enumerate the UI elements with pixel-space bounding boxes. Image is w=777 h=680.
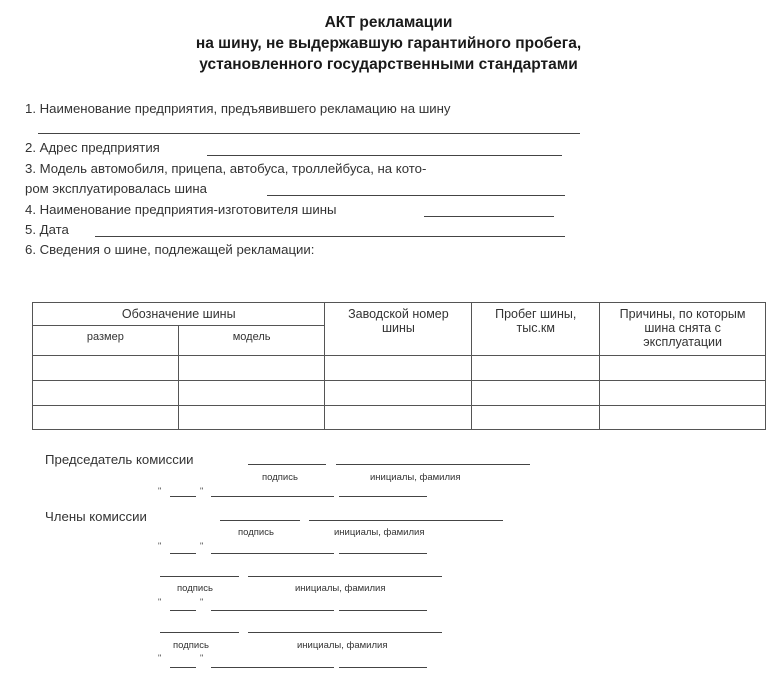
header-serial-number: Заводской номер шины [325,303,472,356]
chairman-date-day-line[interactable] [170,496,196,497]
cell-removal-reason[interactable] [600,381,766,406]
member-2-date-month-line[interactable] [211,610,334,611]
cell-serial-number[interactable] [325,356,472,381]
chairman-label: Председатель комиссии [45,452,194,467]
member-3-signature-line[interactable] [160,632,239,633]
chairman-signature-line[interactable] [248,464,326,465]
member-1-date-day-line[interactable] [170,553,196,554]
table-row [33,406,766,430]
table-row [33,381,766,406]
cell-size[interactable] [33,406,179,430]
member-3-date-day-line[interactable] [170,667,196,668]
cell-mileage[interactable] [472,356,600,381]
field-4-input-line[interactable] [424,216,554,217]
field-2-label: 2. Адрес предприятия [25,140,160,155]
member-1-date-year-line[interactable] [339,553,427,554]
member-3-date-quote-open: " [158,653,162,663]
member-3-name-caption: инициалы, фамилия [297,640,388,651]
cell-serial-number[interactable] [325,406,472,430]
chairman-date-quote-open: " [158,486,162,496]
cell-size[interactable] [33,381,179,406]
chairman-date-year-line[interactable] [339,496,427,497]
member-2-name-line[interactable] [248,576,442,577]
member-2-date-year-line[interactable] [339,610,427,611]
header-mileage: Пробег шины, тыс.км [472,303,600,356]
field-1-input-line[interactable] [38,133,580,134]
act-subtitle-line2: установленного государственными стандартами [199,56,578,73]
member-3-date-year-line[interactable] [339,667,427,668]
cell-serial-number[interactable] [325,381,472,406]
cell-removal-reason[interactable] [600,406,766,430]
member-3-date-quote-close: " [200,653,204,663]
table-row [33,356,766,381]
field-4-label: 4. Наименование предприятия-изготовителя шины [25,202,337,217]
cell-mileage[interactable] [472,381,600,406]
header-model: модель [178,326,325,356]
member-2-signature-caption: подпись [177,583,213,594]
member-1-date-quote-open: " [158,541,162,551]
table-header-row-1 [33,303,766,326]
member-2-date-quote-open: " [158,597,162,607]
member-3-signature-caption: подпись [173,640,209,651]
field-1-label: 1. Наименование предприятия, предъявившего рекламацию на шину [25,101,451,116]
chairman-signature-caption: подпись [262,472,298,483]
chairman-date-month-line[interactable] [211,496,334,497]
cell-removal-reason[interactable] [600,356,766,381]
member-1-signature-caption: подпись [238,527,274,538]
member-1-signature-line[interactable] [220,520,300,521]
member-1-date-quote-close: " [200,541,204,551]
field-6-label: 6. Сведения о шине, подлежащей рекламации: [25,242,315,257]
cell-model[interactable] [178,406,325,430]
act-subtitle-line1: на шину, не выдержавшую гарантийного пробега, [195,35,582,52]
chairman-name-line[interactable] [336,464,530,465]
cell-model[interactable] [178,381,325,406]
header-removal-reasons: Причины, по которым шина снята с эксплуатации [600,303,766,356]
field-3-label-cont: ром эксплуатировалась шина [25,181,207,196]
cell-mileage[interactable] [472,406,600,430]
field-3-label: 3. Модель автомобиля, прицепа, автобуса, троллейбуса, на кото- [25,161,427,176]
member-1-date-month-line[interactable] [211,553,334,554]
members-label: Члены комиссии [45,509,147,524]
member-2-date-quote-close: " [200,597,204,607]
chairman-date-quote-close: " [200,486,204,496]
member-1-name-caption: инициалы, фамилия [334,527,425,538]
member-3-name-line[interactable] [248,632,442,633]
act-title: АКТ рекламации [324,14,453,31]
field-5-input-line[interactable] [95,236,565,237]
field-2-input-line[interactable] [207,155,562,156]
field-5-label: 5. Дата [25,222,69,237]
member-3-date-month-line[interactable] [211,667,334,668]
member-1-name-line[interactable] [309,520,503,521]
member-2-date-day-line[interactable] [170,610,196,611]
field-3-input-line[interactable] [267,195,565,196]
member-2-name-caption: инициалы, фамилия [295,583,386,594]
header-size: размер [33,326,179,356]
chairman-name-caption: инициалы, фамилия [370,472,461,483]
tyre-info-table [32,302,766,430]
cell-model[interactable] [178,356,325,381]
cell-size[interactable] [33,356,179,381]
header-tyre-designation: Обозначение шины [33,303,325,326]
member-2-signature-line[interactable] [160,576,239,577]
